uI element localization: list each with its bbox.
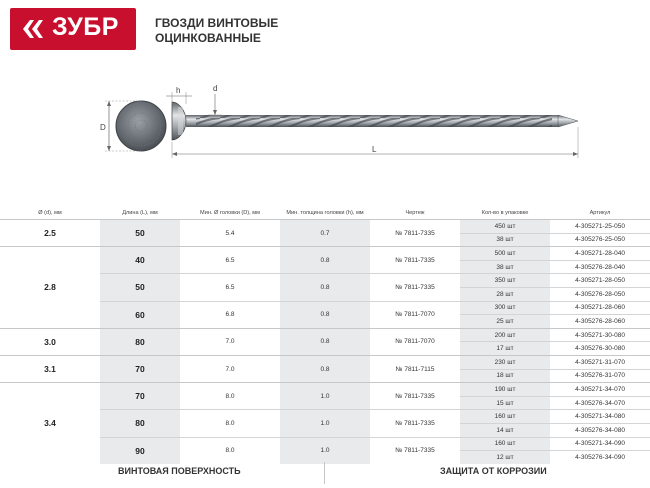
cell-article: 4-305271-34-070 [550,383,650,397]
table-row [0,328,650,342]
cell-article: 4-305276-28-060 [550,315,650,329]
dimension-L [172,127,578,158]
cell-head-diameter: 8.0 [180,383,280,410]
cell-article: 4-305276-28-040 [550,260,650,274]
header-article: Артикул [589,209,611,216]
cell-article: 4-305271-30-080 [550,328,650,342]
cell-length: 70 [100,383,180,410]
table-row [0,247,650,261]
cell-article: 4-305276-28-050 [550,287,650,301]
cell-pack-qty: 190 шт [460,383,550,397]
cell-pack-qty: 200 шт [460,328,550,342]
header-diameter: Ø (d), мм [38,209,62,216]
cell-pack-qty: 18 шт [460,369,550,383]
label-h: h [176,86,181,95]
footer-divider [324,462,325,484]
cell-diameter: 3.0 [0,328,100,355]
cell-head-diameter: 6.5 [180,274,280,301]
title-line-2: ОЦИНКОВАННЫЕ [155,31,261,45]
cell-head-diameter: 7.0 [180,328,280,355]
cell-head-diameter: 8.0 [180,410,280,437]
cell-article: 4-305271-31-070 [550,355,650,369]
cell-length: 40 [100,247,180,274]
cell-pack-qty: 14 шт [460,423,550,437]
cell-head-diameter: 8.0 [180,437,280,464]
cell-head-diameter: 6.5 [180,247,280,274]
cell-pack-qty: 160 шт [460,437,550,451]
cell-drawing: № 7811-7335 [370,410,460,437]
cell-article: 4-305276-34-080 [550,423,650,437]
cell-pack-qty: 350 шт [460,274,550,288]
cell-length: 60 [100,301,180,328]
brand-emblem-icon [20,17,48,41]
cell-head-thickness: 1.0 [280,383,370,410]
cell-article: 4-305271-34-080 [550,410,650,424]
cell-pack-qty: 17 шт [460,342,550,356]
cell-pack-qty: 25 шт [460,315,550,329]
cell-head-thickness: 1.0 [280,410,370,437]
cell-drawing: № 7811-7335 [370,220,460,247]
table-row [0,220,650,234]
brand-name: ЗУБР [52,13,119,41]
label-L: L [372,145,377,154]
cell-head-diameter: 5.4 [180,220,280,247]
cell-pack-qty: 38 шт [460,233,550,247]
footer-feature-screw: ВИНТОВАЯ ПОВЕРХНОСТЬ [118,466,241,476]
label-D: D [100,123,106,132]
cell-article: 4-305271-28-040 [550,247,650,261]
cell-drawing: № 7811-7070 [370,328,460,355]
page-title [155,16,278,46]
cell-drawing: № 7811-7335 [370,383,460,410]
table-row [0,355,650,369]
cell-pack-qty: 450 шт [460,220,550,234]
cell-pack-qty: 230 шт [460,355,550,369]
cell-length: 80 [100,410,180,437]
table-row [0,383,650,397]
cell-drawing: № 7811-7335 [370,247,460,274]
cell-pack-qty: 15 шт [460,396,550,410]
cell-pack-qty: 160 шт [460,410,550,424]
header-drawing: Чертеж [405,209,425,216]
cell-drawing: № 7811-7335 [370,274,460,301]
cell-length: 50 [100,274,180,301]
footer-feature-corrosion: ЗАЩИТА ОТ КОРРОЗИИ [440,466,547,476]
cell-article: 4-305276-30-080 [550,342,650,356]
nail-side-view [172,102,578,140]
cell-article: 4-305271-28-060 [550,301,650,315]
header-head-thickness: Мин. толщина головки (h), мм [286,209,364,216]
cell-length: 80 [100,328,180,355]
cell-head-thickness: 0.8 [280,247,370,274]
cell-pack-qty: 300 шт [460,301,550,315]
cell-head-thickness: 0.8 [280,274,370,301]
table-header-row [0,206,650,220]
cell-head-thickness: 0.8 [280,355,370,382]
cell-length: 90 [100,437,180,464]
nail-drawing [0,82,650,168]
cell-pack-qty: 38 шт [460,260,550,274]
cell-article: 4-305271-28-050 [550,274,650,288]
cell-article: 4-305276-31-070 [550,369,650,383]
spec-table [0,206,650,464]
label-d: d [213,84,218,93]
cell-article: 4-305276-34-090 [550,451,650,464]
brand-logo [10,8,136,50]
cell-drawing: № 7811-7335 [370,437,460,464]
title-line-1: ГВОЗДИ ВИНТОВЫЕ [155,16,279,30]
cell-diameter: 3.1 [0,355,100,382]
cell-pack-qty: 500 шт [460,247,550,261]
cell-head-diameter: 7.0 [180,355,280,382]
cell-article: 4-305276-34-070 [550,396,650,410]
dimension-d [208,84,222,115]
nail-head-top-view [116,101,166,151]
cell-head-thickness: 1.0 [280,437,370,464]
cell-diameter: 2.5 [0,220,100,247]
cell-head-diameter: 6.8 [180,301,280,328]
header-pack-qty: Кол-во в упаковке [481,209,529,216]
cell-article: 4-305271-25-050 [550,220,650,234]
cell-pack-qty: 28 шт [460,287,550,301]
cell-length: 50 [100,220,180,247]
header-head-diameter: Мин. Ø головки (D), мм [200,209,260,216]
cell-head-thickness: 0.8 [280,301,370,328]
cell-diameter: 3.4 [0,383,100,464]
cell-article: 4-305271-34-090 [550,437,650,451]
cell-length: 70 [100,355,180,382]
cell-head-thickness: 0.7 [280,220,370,247]
cell-article: 4-305276-25-050 [550,233,650,247]
cell-drawing: № 7811-7070 [370,301,460,328]
cell-head-thickness: 0.8 [280,328,370,355]
cell-drawing: № 7811-7115 [370,355,460,382]
header-length: Длина (L), мм [122,209,158,216]
cell-diameter: 2.8 [0,247,100,329]
cell-pack-qty: 12 шт [460,451,550,464]
dimension-h [166,86,192,104]
